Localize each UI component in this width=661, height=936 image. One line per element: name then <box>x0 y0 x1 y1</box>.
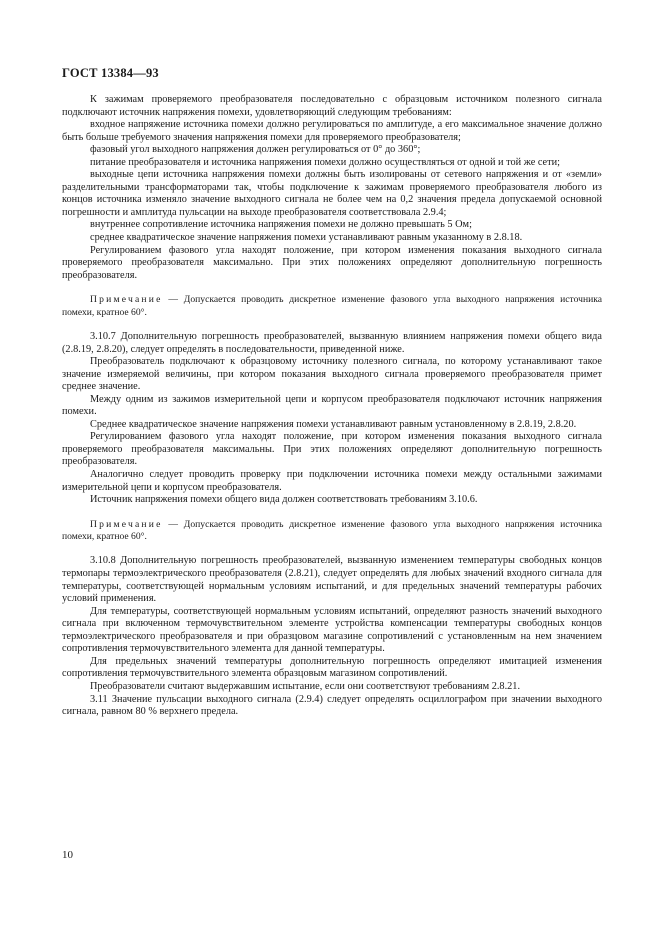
note-label: Примечание <box>90 518 163 530</box>
note-label: Примечание <box>90 294 163 306</box>
paragraph: Источник напряжения помехи общего вида должен соответствовать требованиям 3.10.6. <box>90 494 478 506</box>
paragraph: Регулированием фазового угла находят положение, при котором изменения показания выходного сигнала проверяемого преобразователя максимальны. При этих положениях определяют дополнительную погрешность преобразователя. <box>62 431 602 468</box>
paragraph: Аналогично следует проводить проверку при подключении источника помехи между остальными зажимами измерительной цепи и корпусом преобразователя. <box>62 469 602 493</box>
paragraph: фазовый угол выходного напряжения должен регулироваться от 0° до 360°; <box>90 144 421 156</box>
page-body <box>62 94 602 719</box>
paragraph: 3.10.7 Дополнительную погрешность преобразователей, вызванную влиянием напряжения помехи общего вида (2.8.19, 2.8.20), следует определять в последовательности, приведенной ниже. <box>62 331 602 355</box>
paragraph: Для температуры, соответствующей нормальным условиям испытаний, определяют разность значений выходного сигнала при включенном термочувствительном элементе устройства компенсации температуры свободных концов термоэлектрического преобразователя и при образцовом магазине сопротивлений с установленным на нем значением сопротивления термочувствительного элемента для данной температуры. <box>62 605 602 655</box>
standard-header: ГОСТ 13384—93 <box>62 66 159 80</box>
paragraph: 3.11 Значение пульсации выходного сигнала (2.9.4) следует определять осциллографом при значении выходного сигнала, равном 80 % верхнего предела. <box>62 693 602 718</box>
paragraph: К зажимам проверяемого преобразователя последовательно с образцовым источником полезного сигнала подключают источник напряжения помехи, удовлетворяющий следующим требованиям: <box>62 94 602 118</box>
note <box>62 519 602 544</box>
page-number: 10 <box>62 849 73 861</box>
paragraph: выходные цепи источника напряжения помехи должны быть изолированы от сетевого напряжения и от «земли» разделительными трансформаторами так, чтобы подключение к зажимам проверяемого преобразователя любого из концов источника изменяло значение выходного сигнала не более чем на 0,2 значения предела допускаемой основной погрешности и амплитуда пульсации на выходе преобразователя соответствовала 2.9.4; <box>62 169 602 218</box>
note-text: — Допускается проводить дискретное изменение фазового угла выходного напряжения источника помехи, кратное 60°. <box>62 518 602 543</box>
note <box>62 294 602 319</box>
paragraph: Для предельных значений температуры дополнительную погрешность определяют имитацией изменения сопротивления термочувствительного элемента образцовым магазином сопротивлений. <box>62 655 602 680</box>
paragraph: Преобразователи считают выдержавшим испытание, если они соответствуют требованиям 2.8.21. <box>90 680 521 692</box>
paragraph: Регулированием фазового угла находят положение, при котором изменения показания выходного сигнала проверяемого преобразователя максимально. При этих положениях определяют дополнительную погрешность преобразователя. <box>62 244 602 281</box>
paragraph: входное напряжение источника помехи должно регулироваться по амплитуде, а его максимальное значение должно быть больше требуемого значения напряжения помехи для проверяемого преобразователя; <box>62 119 602 143</box>
paragraph: Среднее квадратическое значение напряжения помехи устанавливают равным установленному в 2.8.19, 2.8.20. <box>90 418 577 430</box>
paragraph: 3.10.8 Дополнительную погрешность преобразователей, вызванную изменением температуры свободных концов термопары термоэлектрического преобразователя (2.8.21), следует определять для любых значений входного сигнала для температуры, соответствующей нормальным условиям испытаний, и для предельных значений температуры рабочих условий применения. <box>62 555 602 605</box>
paragraph: внутреннее сопротивление источника напряжения помехи не должно превышать 5 Ом; <box>90 219 472 231</box>
paragraph: Между одним из зажимов измерительной цепи и корпусом преобразователя подключают источник напряжения помехи. <box>62 393 602 418</box>
note-text: — Допускается проводить дискретное изменение фазового угла выходного напряжения источника помехи, кратное 60°. <box>62 294 602 318</box>
paragraph: среднее квадратическое значение напряжения помехи устанавливают равным указанному в 2.8.18. <box>90 232 523 244</box>
paragraph: питание преобразователя и источника напряжения помехи должно осуществляться от одной и той же сети; <box>90 156 560 168</box>
paragraph: Преобразователь подключают к образцовому источнику полезного сигнала, по которому устанавливают такое значение измеряемой величины, при котором показания выходного сигнала проверяемого преобразователя примет среднее значение. <box>62 356 602 393</box>
